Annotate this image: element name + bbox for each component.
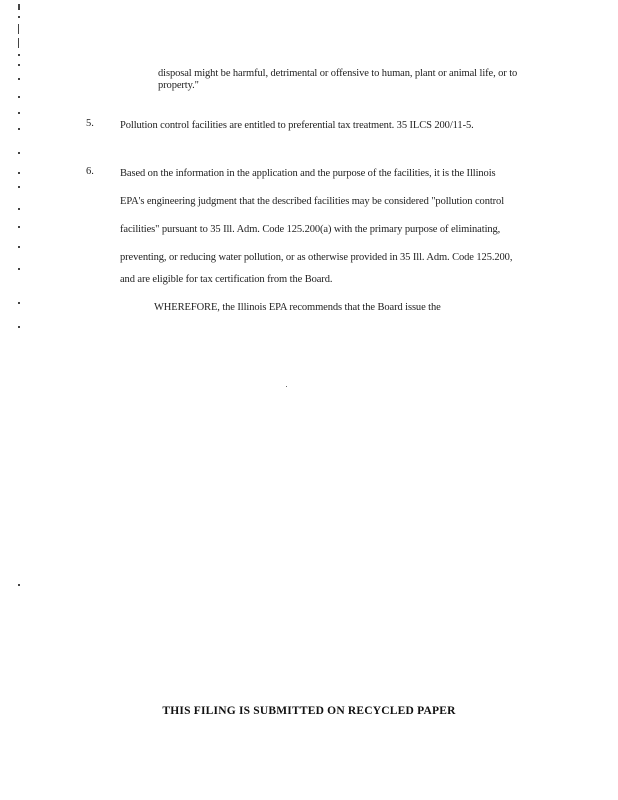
item-5-number: 5. — [86, 118, 94, 129]
continuation-line-2: property." — [158, 80, 199, 91]
continuation-line-1: disposal might be harmful, detrimental or offensive to human, plant or animal life, or to — [158, 68, 518, 79]
item-5-line-1: Pollution control facilities are entitled to preferential tax treatment. 35 ILCS 200/11-5. — [120, 120, 474, 131]
item-6-line-4: preventing, or reducing water pollution, or as otherwise provided in 35 Ill. Adm. Code 125.200, — [120, 252, 513, 263]
item-6-line-5: and are eligible for tax certification from the Board. — [120, 274, 333, 285]
item-6-line-2: EPA's engineering judgment that the described facilities may be considered "pollution control — [120, 196, 505, 207]
scan-speck — [286, 386, 287, 387]
margin-marks — [14, 0, 28, 620]
wherefore-clause: WHEREFORE, the Illinois EPA recommends that the Board issue the — [154, 302, 441, 313]
item-6-line-1: Based on the information in the application and the purpose of the facilities, it is the Illinois — [120, 168, 496, 179]
item-6-line-3: facilities" pursuant to 35 Ill. Adm. Code 125.200(a) with the primary purpose of eliminating, — [120, 224, 501, 235]
recycled-paper-footer: THIS FILING IS SUBMITTED ON RECYCLED PAPER — [162, 705, 456, 717]
item-6-number: 6. — [86, 166, 94, 177]
